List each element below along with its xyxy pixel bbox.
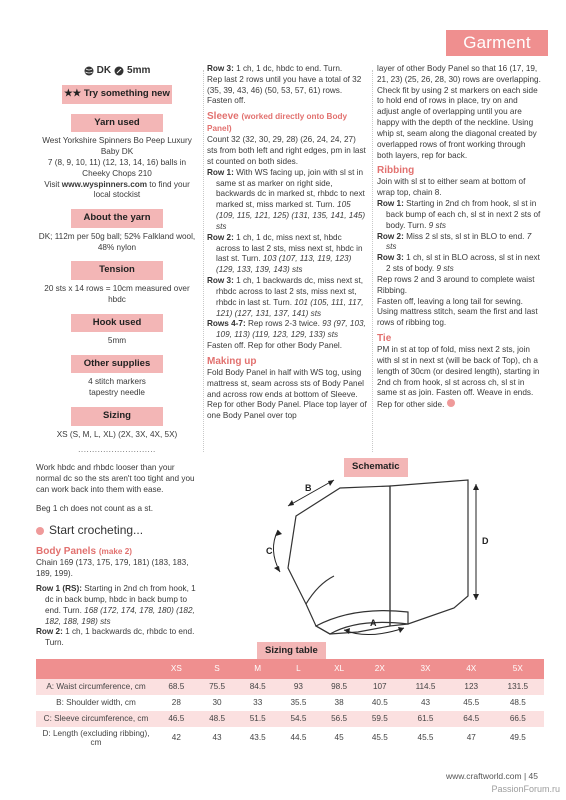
row-text: 1 ch, 1 backwards dc, rhbdc to end. Turn. — [45, 627, 195, 648]
page-footer — [446, 771, 538, 782]
column-sleeve — [207, 64, 367, 422]
ribbing-heading: Ribbing — [377, 165, 415, 177]
visit-url[interactable]: www.wyspinners.com — [61, 179, 148, 189]
sizing-table-title: Sizing table — [257, 642, 326, 661]
cell: 93 — [278, 679, 319, 695]
body-panels-sub: (make 2) — [98, 547, 133, 557]
arrow-c — [273, 530, 280, 572]
visit-pre: Visit — [44, 179, 62, 189]
row-label: Row 1 (RS): — [36, 584, 82, 594]
start-crocheting-title: Start crocheting... — [49, 522, 144, 537]
ribbing-row-3 — [377, 253, 541, 275]
body-row-3 — [207, 64, 367, 75]
body-fasten: Fasten off. — [207, 96, 246, 106]
row-text: 1 ch, 1 backwards dc, miss next st, rhbdc across to last 2 sts, miss next st, rhbdc in last st. Turn. — [216, 276, 364, 307]
cell: 68.5 — [156, 679, 197, 695]
row-counts: 9 sts — [436, 264, 454, 274]
sizing-heading: Sizing — [71, 407, 163, 426]
about-yarn-text: DK; 112m per 50g ball; 52% Falkland wool, 48% nylon — [38, 231, 196, 252]
schematic-title: Schematic — [344, 458, 408, 477]
sleeve-sub: (worked directly onto Body Panel) — [207, 112, 348, 134]
cell: 44.5 — [278, 727, 319, 749]
cell: 40.5 — [359, 695, 400, 711]
sleeve-heading — [207, 111, 367, 135]
yarn-weight: DK — [96, 65, 112, 76]
end-dot-icon — [447, 399, 455, 407]
section-tab: Garment — [446, 30, 548, 56]
visit-post: to find your local stockist — [93, 179, 190, 200]
cell: 43 — [197, 727, 238, 749]
row-counts: 7 sts — [386, 231, 532, 252]
body-panels-chain: Chain 169 (173, 175, 179, 181) (183, 183, 189, 199). — [36, 558, 189, 579]
sizing-table — [36, 659, 544, 749]
page-number: 45 — [528, 771, 538, 781]
arrowhead-d2 — [473, 594, 479, 600]
watermark: PassionForum.ru — [491, 784, 560, 794]
ribbing-row-2 — [377, 232, 541, 254]
row-label: Row 3: — [377, 253, 404, 263]
row-label: Row 1: — [207, 167, 234, 177]
size-header: XL — [319, 659, 360, 679]
footer-separator: | — [523, 771, 527, 781]
cell: 54.5 — [278, 711, 319, 727]
size-header: L — [278, 659, 319, 679]
sleeve-row-1 — [207, 168, 367, 233]
body-row-2 — [36, 627, 198, 649]
row-label: Row 3: — [207, 64, 234, 73]
cell: 47 — [451, 727, 492, 749]
cell: 114.5 — [400, 679, 451, 695]
supply-needle: tapestry needle — [89, 388, 145, 398]
tie-heading: Tie — [377, 333, 392, 345]
row-text: With WS facing up, join with sl st in same st as marker on right side, backwards dc in marked st, rhbdc to next marked st, miss marked st. Turn. — [216, 167, 365, 210]
size-header: M — [237, 659, 278, 679]
hook-used-text: 5mm — [107, 336, 127, 346]
cell: 59.5 — [359, 711, 400, 727]
row-text: Starting in 2nd ch from hook, 1 dc in back bump, hbdc in back bump to end. Turn. — [45, 584, 196, 615]
table-row — [36, 711, 544, 727]
cell: 123 — [451, 679, 492, 695]
cell: 42 — [156, 727, 197, 749]
back-panel-outline — [390, 480, 468, 626]
row-counts: 105 (109, 115, 121, 125) (131, 135, 141, 145) sts — [216, 200, 366, 231]
body-panels-heading — [36, 546, 198, 558]
table-row — [36, 679, 544, 695]
row-label: Row 3: — [207, 276, 234, 286]
footer-site-link[interactable]: www.craftworld.com — [445, 771, 522, 781]
cell: 45.5 — [400, 727, 451, 749]
label-c: C — [266, 546, 273, 556]
table-row — [36, 695, 544, 711]
front-panel-outline — [288, 486, 390, 634]
row-label: Rows 4-7: — [207, 319, 246, 329]
row-counts: 93 (97, 103, 109, 113) (119, 123, 129, 133) sts — [216, 319, 366, 340]
size-header: 3X — [400, 659, 451, 679]
row-text: Miss 2 sl sts, sl st in BLO to end. — [403, 231, 527, 241]
column-divider — [203, 70, 204, 452]
body-panels-title: Body Panels — [36, 546, 97, 558]
cell: 75.5 — [197, 679, 238, 695]
row-label: D: Length (excluding ribbing), cm — [36, 727, 156, 749]
making-up-heading: Making up — [207, 355, 257, 367]
row-counts: 103 (107, 113, 119, 123) (129, 133, 139, 143) sts — [216, 254, 352, 275]
row-text: Rep rows 2-3 twice. — [245, 319, 323, 329]
making-up-text: Fold Body Panel in half with WS tog, using mattress st, seam across sts of Body Panel and across row ends at bottom of Sleeve. Rep for other Body Panel. Place top layer of one Body Panel over top — [207, 367, 367, 421]
ribbing-intro: Join with sl st to either seam at bottom of wrap top, chain 8. — [377, 177, 526, 198]
cell: 48.5 — [492, 695, 544, 711]
label-b: B — [305, 483, 312, 493]
row-counts: 168 (172, 174, 178, 180) (182, 182, 188, 198) sts — [45, 605, 195, 626]
weight-hook-line — [36, 64, 198, 77]
sleeve-title: Sleeve — [207, 111, 239, 123]
yarn-used-info — [36, 136, 198, 201]
other-supplies-text — [36, 377, 198, 399]
size-header: 2X — [359, 659, 400, 679]
cell: 56.5 — [319, 711, 360, 727]
arrowhead-d1 — [473, 484, 479, 490]
skill-level: Try something new — [83, 88, 170, 100]
row-label: Row 1: — [377, 199, 404, 209]
cell: 51.5 — [237, 711, 278, 727]
sleeve-rows-4-7 — [207, 319, 367, 341]
row-label: B: Shoulder width, cm — [36, 695, 156, 711]
other-supplies-heading: Other supplies — [71, 355, 163, 374]
schematic-diagram — [258, 476, 502, 642]
note-beg-ch: Beg 1 ch does not count as a st. — [36, 503, 153, 513]
header-blank — [36, 659, 156, 679]
size-header: 4X — [451, 659, 492, 679]
sleeve-count: Count 32 (32, 30, 29, 28) (26, 24, 24, 27) sts from both left and right edges, pm in last st counted on both sides. — [207, 135, 366, 166]
note-looser: Work hbdc and rhbdc looser than your normal dc so the sts aren't too tight and you can work back into them with ease. — [36, 463, 195, 494]
row-counts: 9 sts — [428, 220, 446, 230]
size-header: S — [197, 659, 238, 679]
start-crocheting-heading — [36, 523, 198, 539]
sleeve-end: Fasten off. Rep for other Body Panel. — [207, 341, 343, 351]
yarn-used-heading: Yarn used — [71, 114, 163, 133]
sleeve-row-3 — [207, 276, 367, 319]
hook-size: 5mm — [127, 65, 151, 76]
sizing-header-row — [36, 659, 544, 679]
row-text: 1 ch, sl st in BLO across, sl st in next 2 sts of body. — [386, 253, 540, 274]
cell: 84.5 — [237, 679, 278, 695]
cell: 38 — [319, 695, 360, 711]
layer-text: layer of other Body Panel so that 16 (17, 19, 21, 23) (25, 26, 28, 30) rows are overlapping. Check fit by using 2 st markers on each side to hold end of rows in place, try on and adjust angle of overlapping until you are happy with the depth of the neckline. Using whip st, seam along the diagonal created by overlapped rows of front working through both layers, rep for back. — [377, 64, 541, 160]
arrowhead-c2 — [274, 566, 280, 572]
row-text: 1 ch, 1 dc, hbdc to end. Turn. — [233, 64, 343, 73]
cell: 131.5 — [492, 679, 544, 695]
arrowhead-b1 — [288, 500, 294, 506]
ribbing-row-1 — [377, 199, 541, 231]
cell: 33 — [237, 695, 278, 711]
cell: 64.5 — [451, 711, 492, 727]
cell: 98.5 — [319, 679, 360, 695]
label-d: D — [482, 536, 489, 546]
cell: 49.5 — [492, 727, 544, 749]
row-label: A: Waist circumference, cm — [36, 679, 156, 695]
column-finishing — [377, 64, 541, 411]
cell: 66.5 — [492, 711, 544, 727]
skill-level-badge — [62, 85, 172, 104]
visit-line — [36, 180, 198, 202]
row-label: Row 2: — [207, 232, 234, 242]
ribbing-end: Fasten off, leaving a long tail for sewing. Using mattress stitch, seam the first and last rows of ribbing tog. — [377, 296, 538, 328]
column-divider — [372, 70, 373, 452]
hook-icon — [114, 66, 124, 76]
cell: 45 — [319, 727, 360, 749]
cell: 28 — [156, 695, 197, 711]
divider-dots: ............................ — [78, 444, 156, 454]
arrowhead-b2 — [328, 480, 334, 486]
tie-instructions: PM in st at top of fold, miss next 2 sts, join with sl st in next st (will be back of Top), ch a length of 30cm (or desired length), starting in 2nd ch from hook, sl st across ch, sl st in same st as join. Fasten off. Weave in ends. Rep for other side. — [377, 345, 540, 410]
yarn-ball-icon — [84, 66, 94, 76]
skill-stars: ★★ — [64, 88, 82, 100]
ribbing-repeat: Rep rows 2 and 3 around to complete waist Ribbing. — [377, 274, 535, 295]
tie-text — [377, 345, 541, 411]
row-label: Row 2: — [36, 627, 63, 637]
size-header: XS — [156, 659, 197, 679]
cell: 48.5 — [197, 711, 238, 727]
cell: 107 — [359, 679, 400, 695]
row-label: Row 2: — [377, 231, 404, 241]
hook-used-heading: Hook used — [71, 314, 163, 333]
row-text: Starting in 2nd ch from hook, sl st in back bump of each ch, sl st in next 2 sts of body. Turn. — [386, 199, 541, 230]
row-text: 1 ch, 1 dc, miss next st, hbdc across to last 2 sts, miss next st, hbdc in last st. Turn. — [216, 232, 363, 264]
row-counts: 101 (105, 111, 117, 121) (127, 131, 137, 141) sts — [216, 297, 364, 318]
bullet-dot-icon — [36, 527, 44, 535]
cell: 45.5 — [359, 727, 400, 749]
cell: 30 — [197, 695, 238, 711]
sleeve-curve — [306, 576, 334, 604]
row-label: C: Sleeve circumference, cm — [36, 711, 156, 727]
cell: 35.5 — [278, 695, 319, 711]
sizing-text: XS (S, M, L, XL) (2X, 3X, 4X, 5X) — [56, 429, 178, 439]
tension-text: 20 sts x 14 rows = 10cm measured over hbdc — [44, 283, 190, 304]
label-a: A — [370, 618, 377, 628]
sleeve-row-2 — [207, 233, 367, 276]
tension-heading: Tension — [71, 261, 163, 280]
yarn-balls: 7 (8, 9, 10, 11) (12, 13, 14, 16) balls in Cheeky Chops 210 — [47, 157, 187, 178]
table-row — [36, 727, 544, 749]
yarn-name: West Yorkshire Spinners Bo Peep Luxury Baby DK — [42, 136, 192, 157]
cell: 46.5 — [156, 711, 197, 727]
column-materials — [36, 64, 198, 649]
body-row-1 — [36, 584, 198, 627]
body-repeat: Rep last 2 rows until you have a total of 32 (35, 39, 43, 46) (50, 53, 57, 61) rows. — [207, 74, 362, 95]
size-header: 5X — [492, 659, 544, 679]
supply-markers: 4 stitch markers — [88, 377, 146, 387]
about-yarn-heading: About the yarn — [71, 209, 163, 228]
cell: 43 — [400, 695, 451, 711]
cell: 45.5 — [451, 695, 492, 711]
cell: 61.5 — [400, 711, 451, 727]
cell: 43.5 — [237, 727, 278, 749]
